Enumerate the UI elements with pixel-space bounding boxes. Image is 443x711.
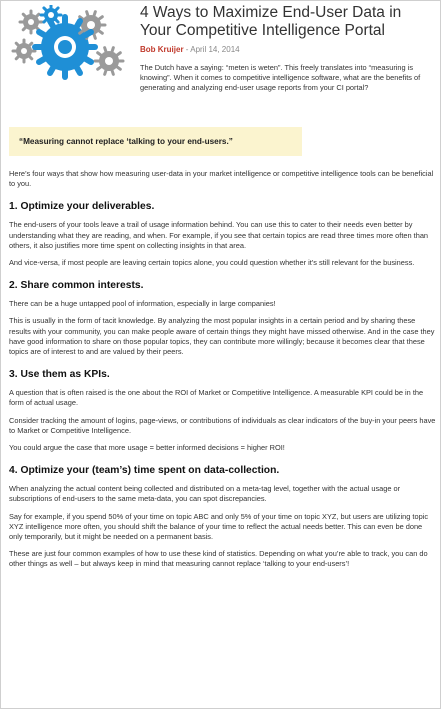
gear-tooth <box>98 53 102 56</box>
gear-tooth <box>112 70 114 75</box>
gear-tooth <box>50 21 54 27</box>
gear-tooth <box>77 67 81 73</box>
paragraph: The end-users of your tools leave a trail of usage information behind. You can use this to cater to their needs even better by understanding what they are reading, and when. For example, if you see that certain topics are read three times more often than others, it also justifies more time spent on collecting insights in that area. <box>9 220 429 250</box>
pull-quote: “Measuring cannot replace ‘talking to your end-users.” <box>9 127 302 156</box>
gear-tooth <box>44 19 47 22</box>
gear-tooth <box>98 30 102 33</box>
gear-tooth <box>29 43 32 46</box>
gear-tooth <box>50 67 54 73</box>
gear-tooth <box>98 66 102 69</box>
gear-tooth <box>39 32 45 36</box>
gear-tooth <box>116 53 120 56</box>
gear-tooth <box>94 34 96 39</box>
gear-tooth <box>16 43 19 46</box>
gear-tooth <box>105 70 107 75</box>
gear-tooth <box>98 17 102 20</box>
gear-tooth <box>44 8 47 11</box>
gear-tooth <box>112 48 114 53</box>
author-link[interactable]: Bob Kruijer <box>140 45 184 54</box>
gear-tooth <box>36 14 39 17</box>
section-heading: 4. Optimize your (team’s) time spent on data-collection. <box>9 465 280 477</box>
gear-tooth <box>55 8 58 11</box>
intro-text: The Dutch have a saying: “meten is weten”. This freely translates into “measuring is knowing”. When it comes to competitive intelligence software, what are the benefits of generating and analyzing end-user usage reports from your CI portal? <box>140 63 421 92</box>
publish-date: April 14, 2014 <box>190 45 240 54</box>
gear-tooth <box>39 59 45 63</box>
paragraph: You could argue the case that more usage = better informed decisions = higher ROI! <box>9 443 285 453</box>
gear-tooth <box>23 14 26 17</box>
gear-tooth <box>94 12 96 17</box>
date-separator: - <box>183 45 191 54</box>
paragraph: Consider tracking the amount of logins, page-views, or contributions of individuals as clear indicators of the buy-in your peers have to Market or Competitive Intelligence. <box>9 415 436 435</box>
paragraph: And vice-versa, if most people are leaving certain topics alone, you could question whether it’s still relevant for the business. <box>9 258 415 268</box>
paragraph: Say for example, if you spend 50% of your time on topic ABC and only 5% of your time on topic XYZ, but users are utilizing topic XYZ intelligence more often, you should shift the balance of your time to reflect the actual needs better. This can even be done only temporarily, but it might be needed on a permanent basis. <box>9 511 429 542</box>
gears-icon <box>9 5 127 83</box>
section-heading: 1. Optimize your deliverables. <box>9 201 155 213</box>
gear-tooth <box>105 48 107 53</box>
paragraph: There can be a huge untapped pool of information, especially in large companies! <box>9 299 276 309</box>
paragraph: A question that is often raised is the one about the ROI of Market or Competitive Intelligence. A measurable KPI could be in the form of actual usage. <box>9 388 424 408</box>
section-heading: 3. Use them as KPIs. <box>9 369 110 381</box>
paragraph: This is usually in the form of tacit knowledge. By analyzing the most popular insights in a certain period and by sharing these results with your community, you can make people aware of certain things they might have missed otherwise. And in the case they have good information to share on those popular topics, they can contribute more willingly; because it becomes clear that these topics are of interest to and are valued by their peers. <box>9 316 435 357</box>
gear-tooth <box>85 32 91 36</box>
article-header <box>1 1 441 116</box>
gear-tooth <box>16 56 19 59</box>
paragraph: When analyzing the actual content being collected and distributed on a meta-tag level, together with the actual usage or subscriptions of end-users to the same meta-data, you can spot discrepancies. <box>9 484 401 504</box>
gear-tooth <box>116 66 120 69</box>
gear-tooth <box>85 59 91 63</box>
gear-tooth <box>55 19 58 22</box>
gear-tooth <box>77 21 81 27</box>
paragraph: These are just four common examples of how to use these kind of statistics. Depending on what you’re able to track, you can do other things as well – but always keep in mind that measuring cannot replace ‘talking to your end-users’! <box>9 549 428 569</box>
article-title: 4 Ways to Maximize End-User Data in Your Competitive Intelligence Portal <box>140 4 402 39</box>
gear-tooth <box>23 27 26 30</box>
lead-paragraph: Here’s four ways that show how measuring user-data in your market intelligence or competitive intelligence tools can be beneficial to you. <box>9 169 434 189</box>
gear-tooth <box>29 56 32 59</box>
byline <box>140 45 240 54</box>
section-heading: 2. Share common interests. <box>9 280 144 292</box>
gear-tooth <box>87 12 89 17</box>
article-body <box>9 169 437 577</box>
